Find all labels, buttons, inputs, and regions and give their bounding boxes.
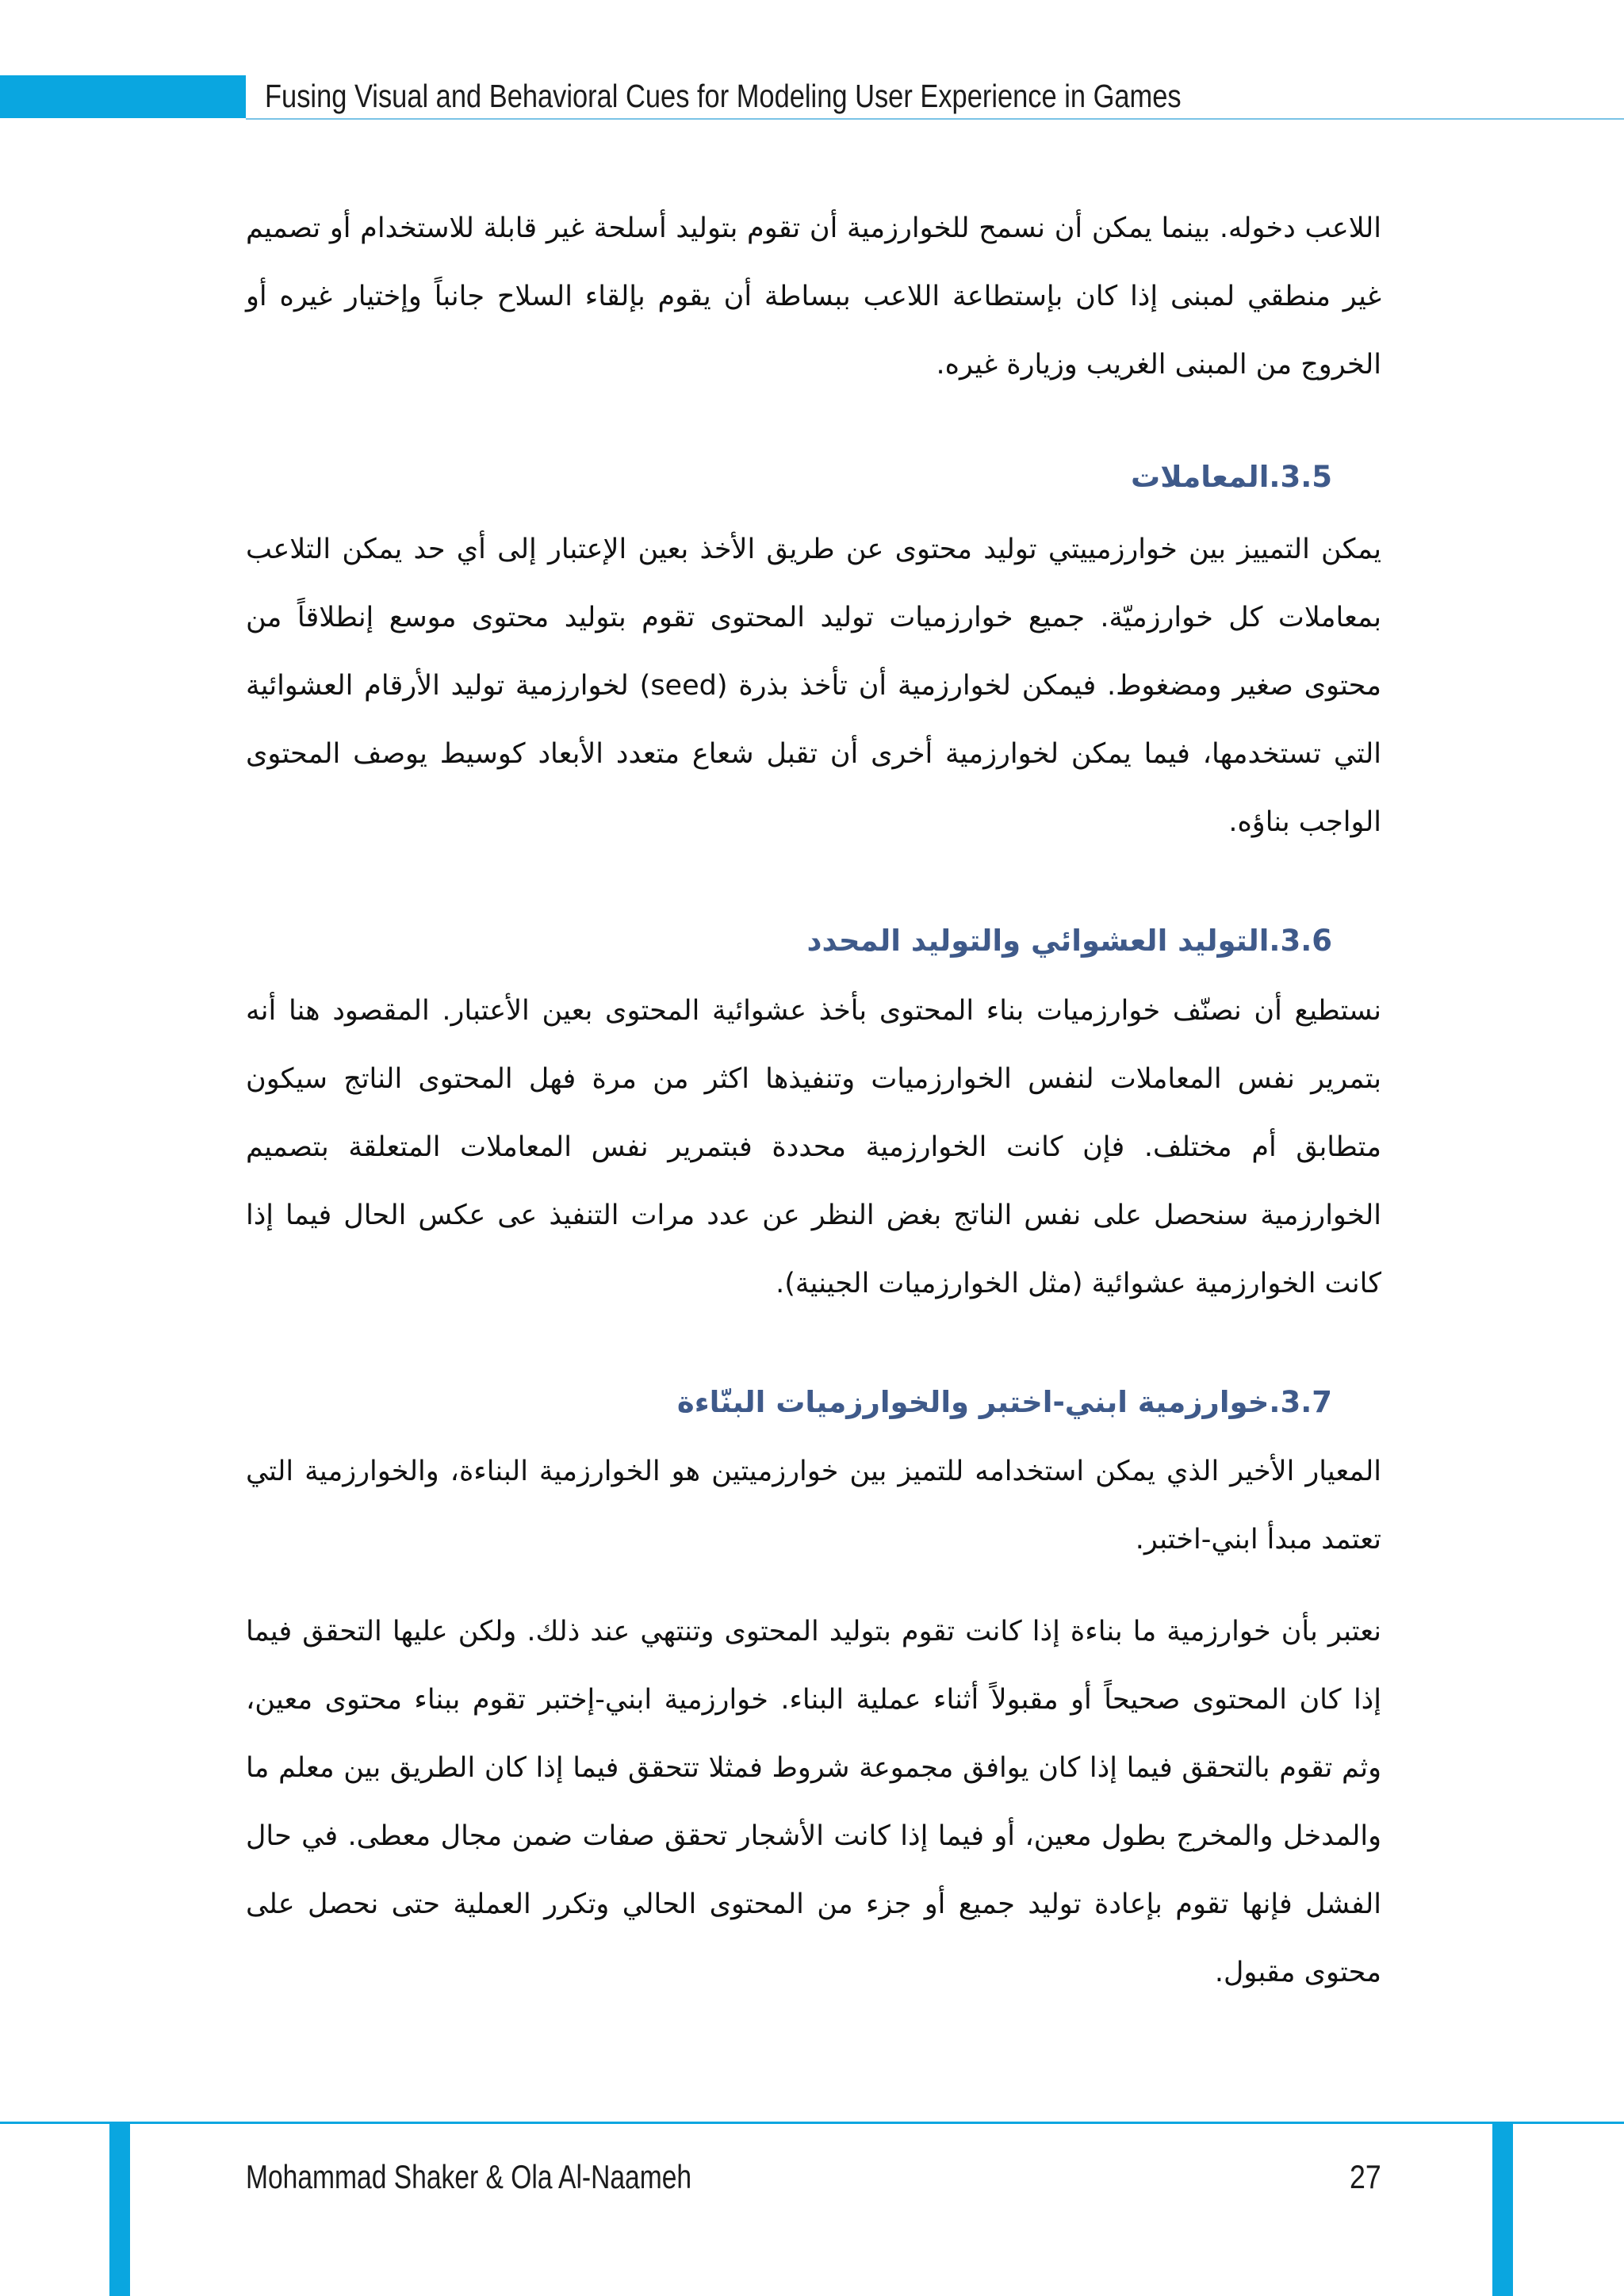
page-number: 27 bbox=[1350, 2158, 1381, 2195]
section-3-6-paragraph: نستطيع أن نصنّف خوارزميات بناء المحتوى بأخذ عشوائية المحتوى بعين الأعتبار. المقصود هنا أنه بتمرير نفس المعاملات لنفس الخوارزميات وتنفيذها اكثر من مرة فهل المحتوى الناتج سيكون متطابق أم مختلف. فإن كانت الخوارزمية محددة فبتمرير نفس المعاملات المتعلقة بتصميم الخوارزمية سنحصل على نفس الناتج بغض النظر عن عدد مرات التنفيذ عى عكس الحال فيما إذا كانت الخوارزمية عشوائية (مثل الخوارزميات الجينية). bbox=[246, 995, 1381, 1299]
section-3-7-heading: 3.7.خوارزمية ابني-اختبر والخوارزميات البنّاءة bbox=[676, 1385, 1332, 1419]
footer-authors: Mohammad Shaker & Ola Al-Naameh bbox=[246, 2158, 692, 2195]
footer-accent-bar-right bbox=[1492, 2122, 1513, 2296]
section-3-7-paragraph-1: المعيار الأخير الذي يمكن استخدامه للتميز بين خوارزميتين هو الخوارزمية البناءة، والخوارزمية التي تعتمد مبدأ ابني-اختبر. bbox=[246, 1456, 1381, 1556]
section-3-5-heading: 3.5.المعاملات bbox=[1131, 460, 1332, 494]
section-3-6-heading: 3.6.التوليد العشوائي والتوليد المحدد bbox=[806, 924, 1332, 958]
running-header-title: Fusing Visual and Behavioral Cues for Modeling User Experience in Games bbox=[265, 78, 1182, 114]
intro-paragraph: اللاعب دخوله. بينما يمكن أن نسمح للخوارزمية أن تقوم بتوليد أسلحة غير قابلة للاستخدام أو تصميم غير منطقي لمبنى إذا كان بإستطاعة اللاعب ببساطة أن يقوم بإلقاء السلاح جانباً وإختيار غيره أو الخروج من المبنى الغريب وزيارة غيره. bbox=[246, 212, 1381, 381]
footer-accent-bar-left bbox=[109, 2122, 130, 2296]
header-divider bbox=[246, 118, 1624, 120]
section-3-5-paragraph: يمكن التمييز بين خوارزمييتي توليد محتوى عن طريق الأخذ بعين الإعتبار إلى أي حد يمكن التلاعب بمعاملات كل خوارزميّة. جميع خوارزميات توليد المحتوى تقوم بتوليد محتوى موسع إنطلاقاً من محتوى صغير ومضغوط. فيمكن لخوارزمية أن تأخذ بذرة (seed) لخوارزمية توليد الأرقام العشوائية التي تستخدمها، فيما يمكن لخوارزمية أخرى أن تقبل شعاع متعدد الأبعاد كوسيط يوصف المحتوى الواجب بناؤه. bbox=[246, 534, 1381, 838]
footer-divider bbox=[0, 2122, 1624, 2124]
header-accent-bar bbox=[0, 75, 246, 118]
section-3-7-paragraph-2: نعتبر بأن خوارزمية ما بناءة إذا كانت تقوم بتوليد المحتوى وتنتهي عند ذلك. ولكن عليها التحقق فيما إذا كان المحتوى صحيحاً أو مقبولاً أثناء عملية البناء. خوارزمية ابني-إختبر تقوم ببناء محتوى معين، وثم تقوم بالتحقق فيما إذا كان يوافق مجموعة شروط فمثلا تتحقق فيما إذا كان الطريق بين معلم ما والمدخل والمخرج بطول معين، أو فيما إذا كانت الأشجار تحقق صفات ضمن مجال معطى. في حال الفشل فإنها تقوم بإعادة توليد جميع أو جزء من المحتوى الحالي وتكرر العملية حتى نحصل على محتوى مقبول. bbox=[246, 1616, 1381, 1988]
